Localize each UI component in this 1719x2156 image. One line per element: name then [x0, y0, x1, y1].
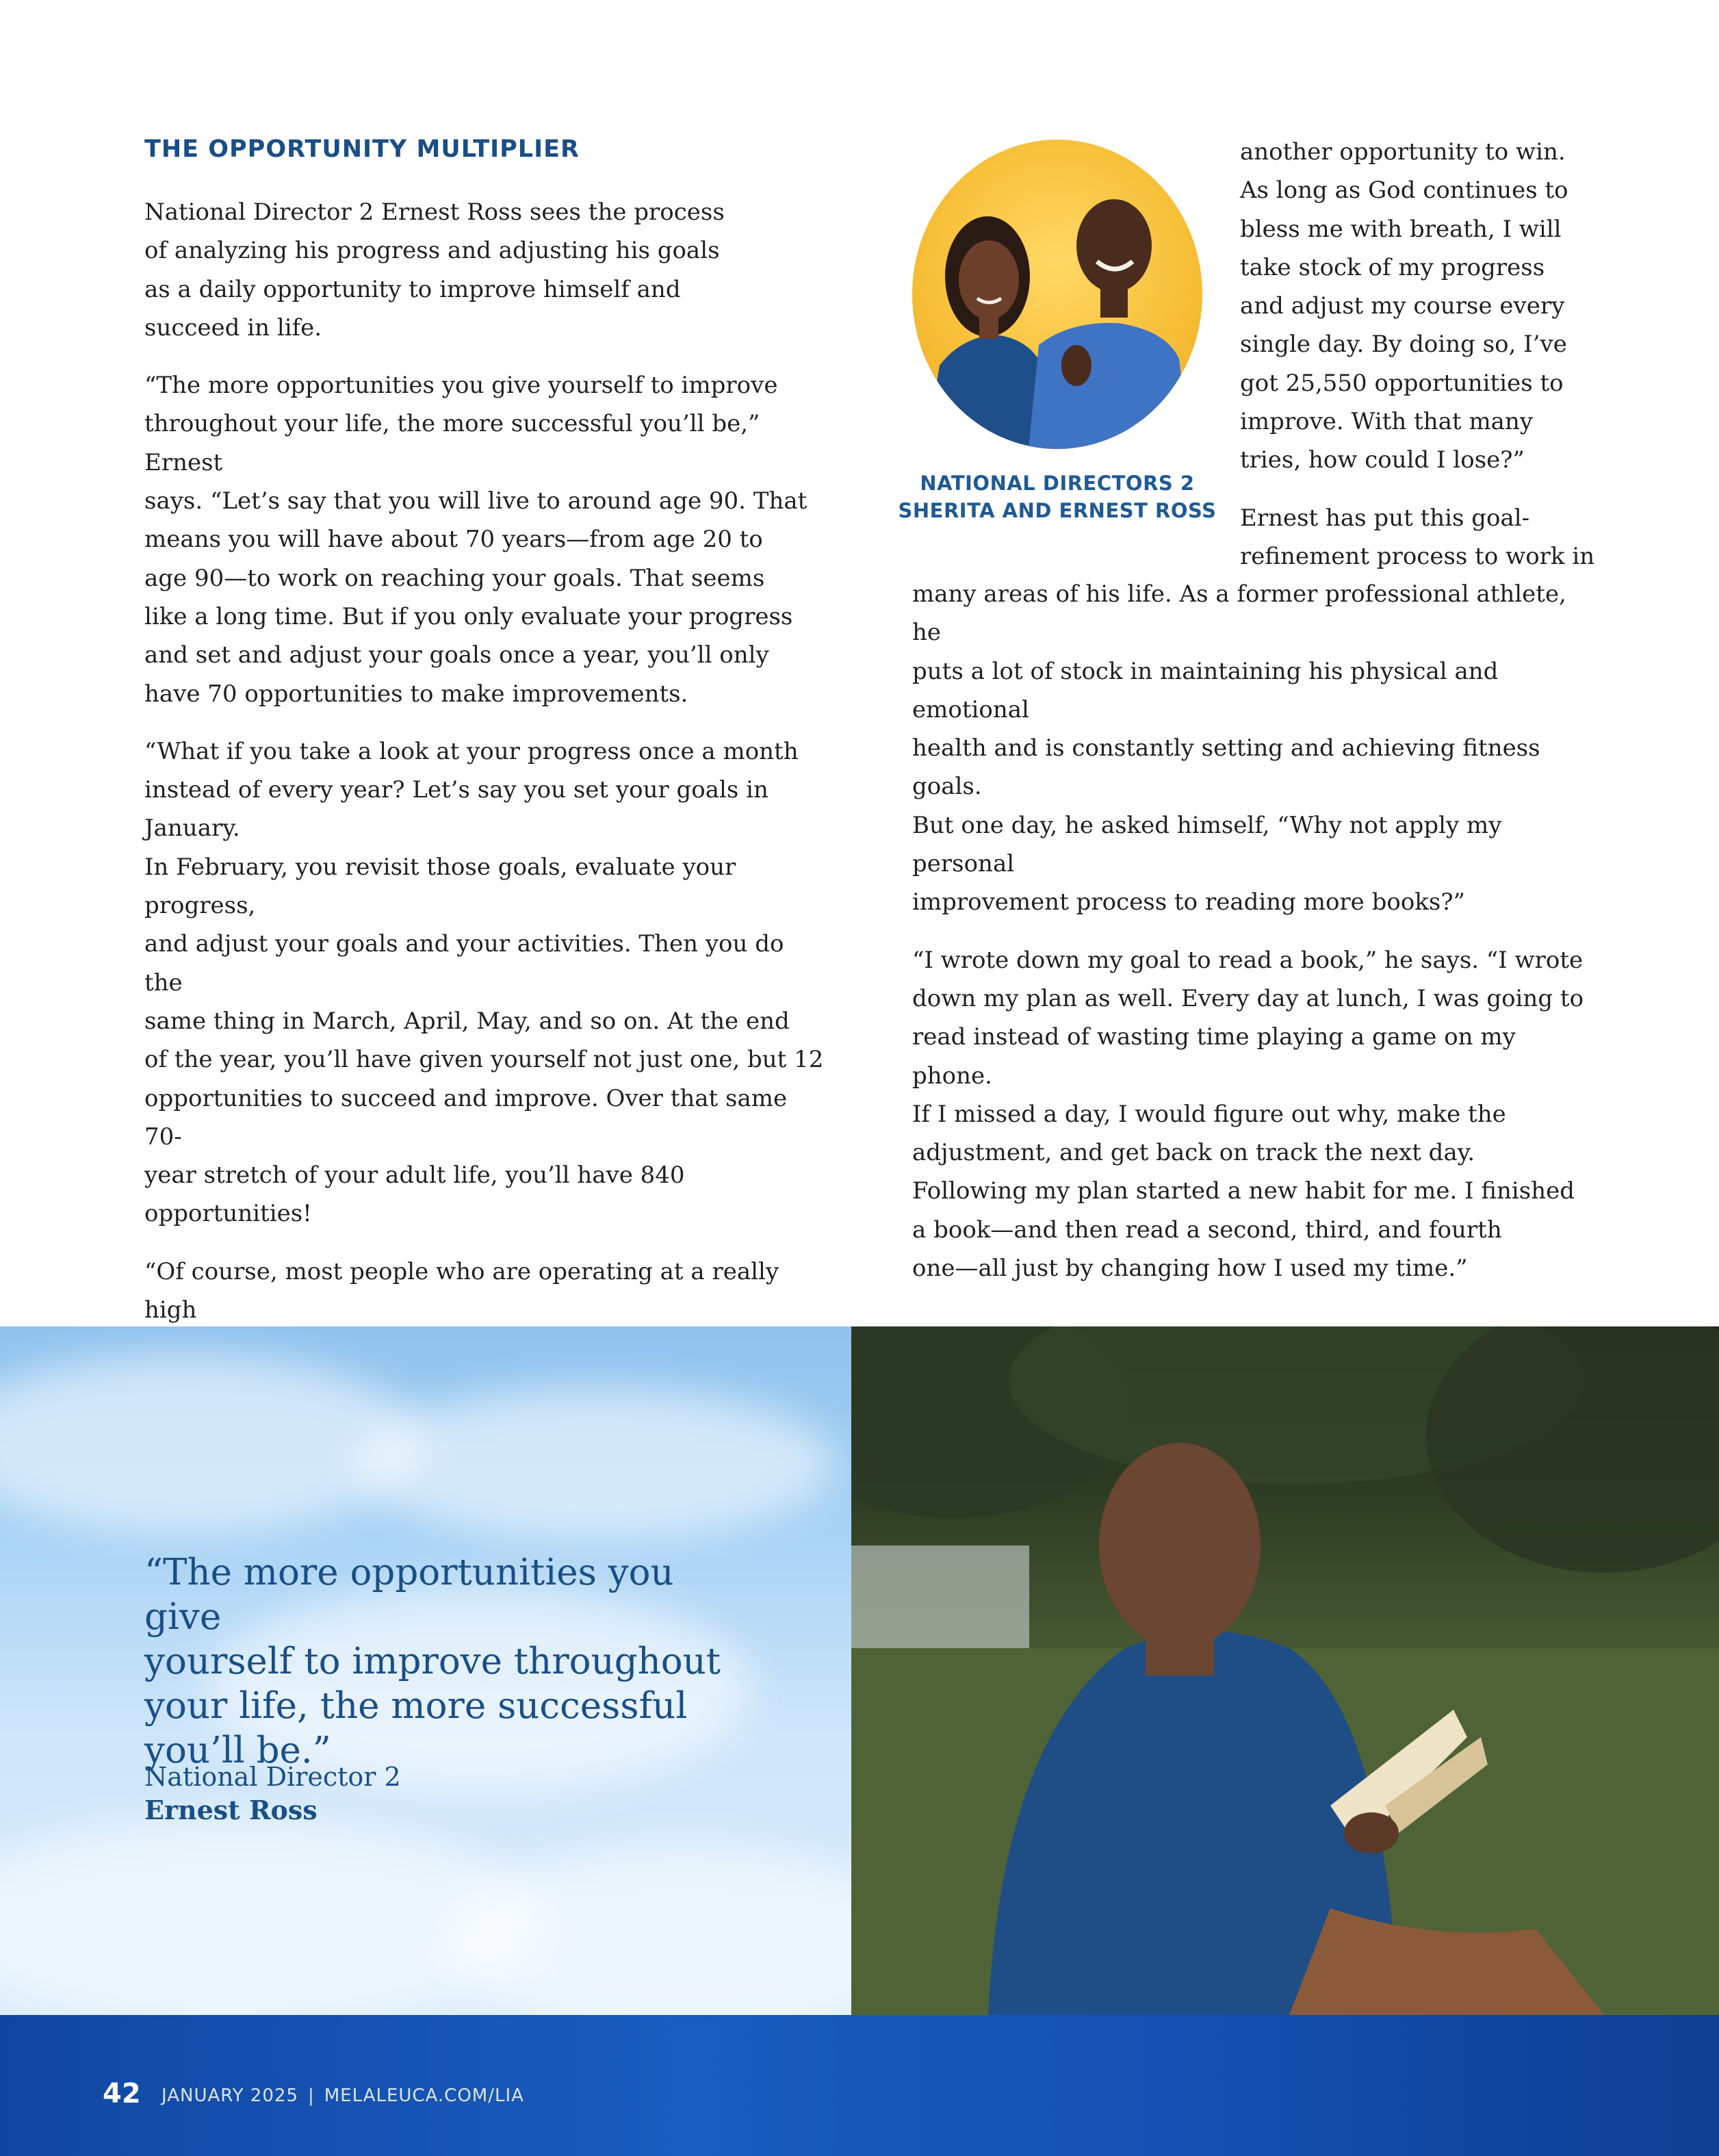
portrait-illustration — [912, 140, 1202, 449]
reading-man-illustration — [851, 1326, 1719, 2015]
quote-attribution-role: National Director 2 — [144, 1762, 401, 1792]
body-paragraph: “I wrote down my goal to read a book,” he says. “I wrote down my plan as well. Every day at lunch, I was going to read instead of wasting time playing a game on my phone. If I missed a day, I would figure out why, make the adjustment, and get back on track the next day. Following my plan started a new habit for me. I finished a book—and then read a second, third, and fourth one—all just by changing how I used my time.” — [912, 946, 1584, 1283]
footer-text — [161, 2086, 524, 2106]
page-number: 42 — [103, 2078, 141, 2109]
body-paragraph: National Director 2 Ernest Ross sees the process of analyzing his progress and adjusting his goals as a daily opportunity to improve himself and succeed in life. — [144, 198, 725, 342]
section-heading: THE OPPORTUNITY MULTIPLIER — [144, 136, 580, 163]
body-paragraph: many areas of his life. As a former professional athlete, he puts a lot of stock in maintaining his physical and emotional health and is constantly setting and achieving fitness goals. But one day, he asked himself, “Why not apply my personal improvement process to reading more books?” — [912, 580, 1566, 916]
left-column — [144, 193, 829, 1445]
body-paragraph: “Of course, most people who are operating at a really high — [144, 1257, 779, 1324]
body-paragraph: Ernest has put this goal- refinement process to work in — [1240, 504, 1595, 570]
photo-caption: NATIONAL DIRECTORS 2 SHERITA AND ERNEST ROSS — [898, 472, 1217, 522]
quote-attribution-name: Ernest Ross — [144, 1795, 318, 1825]
footer-separator: | — [307, 2086, 315, 2106]
issue-date: JANUARY 2025 — [161, 2086, 298, 2106]
body-paragraph: another opportunity to win. As long as God continues to bless me with breath, I will take stock of my progress and adjust my course every single day. By doing so, I’ve got 25,550 opportunities to improve. With that many tries, how could I lose?” — [1240, 138, 1568, 474]
body-paragraph: “What if you take a look at your progress once a month instead of every year? Let’s say you set your goals in January. In February, you revisit those goals, evaluate your progress, and adjust your goals and your activities. Then you do the same thing in March, April, May, and so on. At the end of the year, you’ll have given yourself not just one, but 12 opportunities to succeed and improve. Over that same 70- year stretch of your adult life, you’ll have 840 opportunities! — [144, 737, 824, 1228]
footer-url[interactable]: MELALEUCA.COM/LIA — [324, 2086, 524, 2106]
reading-photo — [851, 1326, 1719, 2015]
right-column-main — [912, 575, 1597, 1287]
pull-quote: “The more opportunities you give yourself to improve throughout your life, the more successful you’ll be.” — [144, 1552, 721, 1771]
body-paragraph: “The more opportunities you give yourself to improve throughout your life, the more successful you’ll be,” Ernest says. “Let’s say that you will live to around age 90. That means you will have about 70 years—from age 20 to age 90—to work on reaching your goals. That seems like a long time. But if you only evaluate your progress and set and adjust your goals once a year, you’ll only have 70 opportunities to make improvements. — [144, 372, 807, 708]
right-column-top — [1240, 133, 1596, 576]
portrait-photo — [912, 140, 1202, 449]
